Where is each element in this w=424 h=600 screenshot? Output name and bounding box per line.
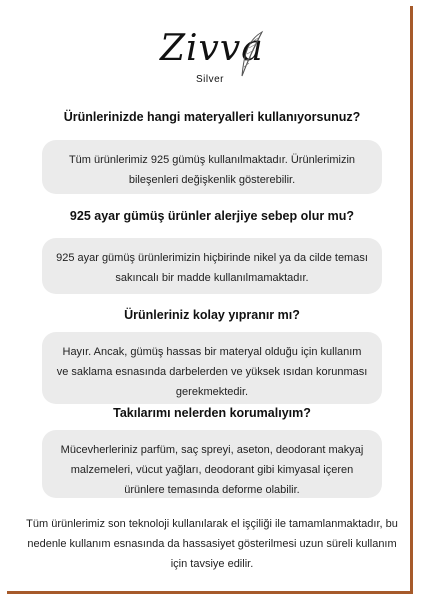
faq-question-1: Ürünlerinizde hangi materyalleri kullanıyorsunuz? <box>63 110 361 124</box>
logo-script-text: Zivva <box>160 28 264 69</box>
faq-question-3: Ürünleriniz kolay yıpranır mı? <box>124 308 300 322</box>
faq-question-4: Takılarımı nelerden korumalıyım? <box>113 406 311 420</box>
footer-note: Tüm ürünlerimiz son teknoloji kullanılarak el işçiliği ile tamamlanmaktadır, bu nedenle kullanım esnasında da hassasiyet gösterilmesi uzun süreli kullanım için tavsiye edilir. <box>26 518 398 570</box>
faq-answer-1: Tüm ürünlerimiz 925 gümüş kullanılmaktadır. Ürünlerimizin bileşenleri değişkenlik gösterebilir. <box>42 140 382 194</box>
feather-icon <box>238 30 268 80</box>
brand-logo <box>0 26 424 96</box>
faq-answer-2: 925 ayar gümüş ürünlerimizin hiçbirinde nikel ya da cilde teması sakıncalı bir madde kullanılmamaktadır. <box>42 238 382 294</box>
logo-subtitle: Silver <box>196 74 225 85</box>
faq-answer-3: Hayır. Ancak, gümüş hassas bir materyal olduğu için kullanım ve saklama esnasında darbelerden ve yüksek ısıdan korunması gerekmektedir. <box>42 332 382 404</box>
faq-answer-4: Mücevherleriniz parfüm, saç spreyi, aseton, deodorant makyaj malzemeleri, vücut yağları, deodorant gibi kimyasal içeren ürünlere temasında deforme olabilir. <box>42 430 382 498</box>
faq-question-2: 925 ayar gümüş ürünler alerjiye sebep olur mu? <box>69 209 355 223</box>
